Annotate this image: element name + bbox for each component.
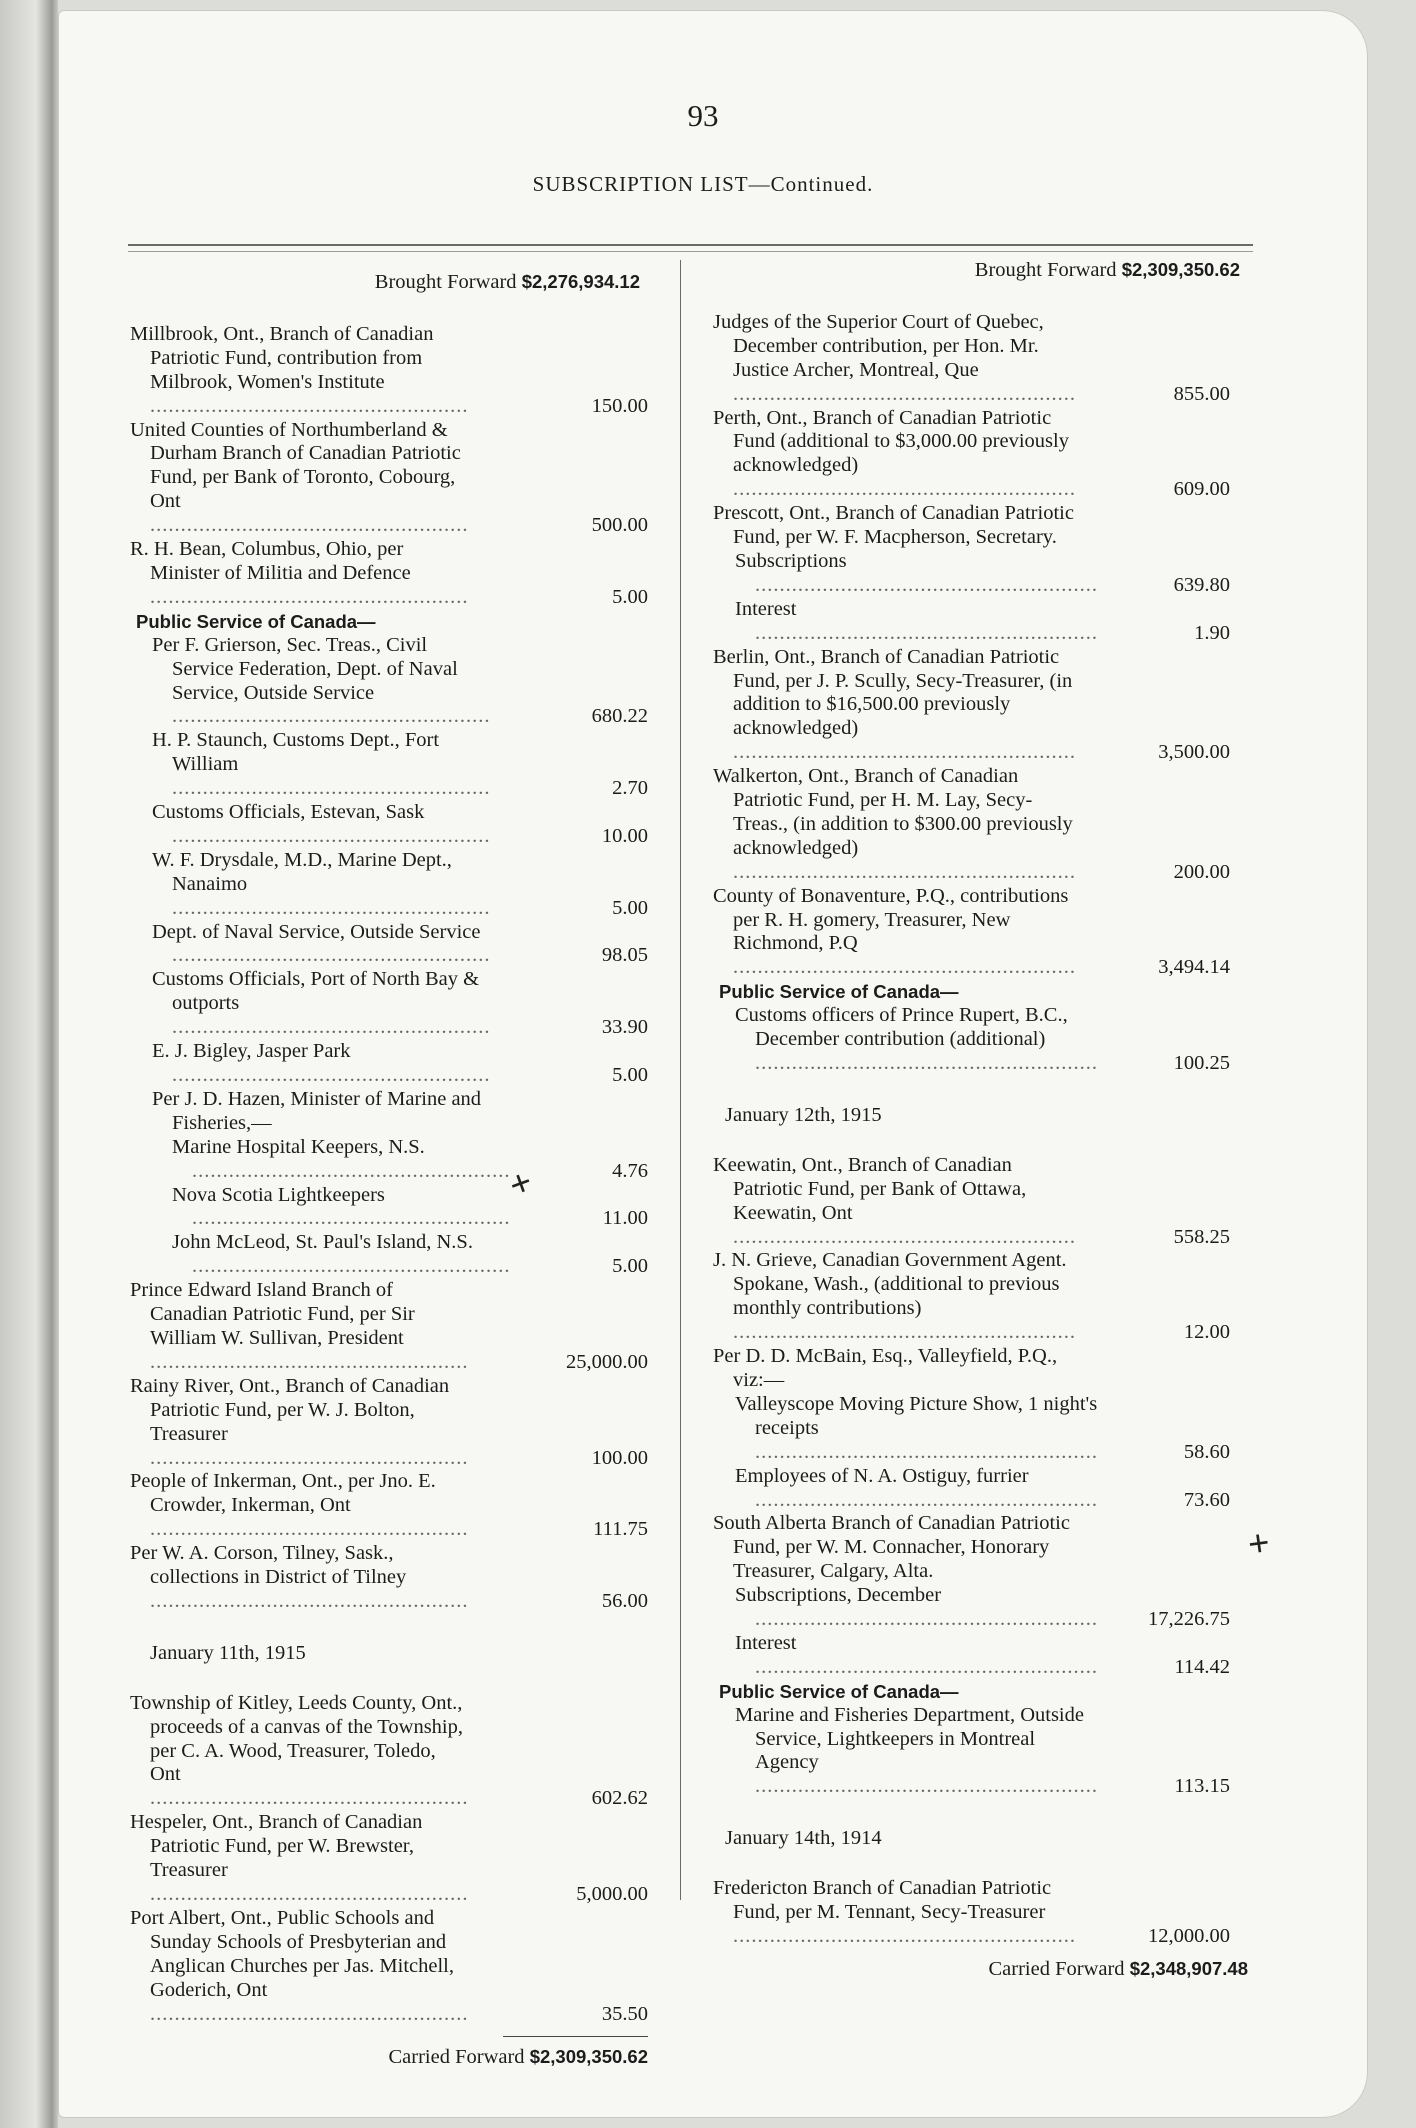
total-rule	[503, 2036, 648, 2037]
entry-text-content: Walkerton, Ont., Branch of Canadian Patriotic Fund, per H. M. Lay, Secy-Treas., (in addition to $300.00 previously acknowledged) .....	[713, 765, 1077, 883]
entry-text	[713, 1632, 1099, 1680]
right-group-items-1	[713, 1004, 1258, 1076]
entry-text-content: Per J. D. Hazen, Minister of Marine and Fisheries,—	[152, 1087, 482, 1134]
top-rule	[128, 244, 1253, 246]
entry-text-content: W. F. Drysdale, M.D., Marine Dept., Nanaimo .....	[152, 849, 490, 919]
carried-forward-label: Carried Forward	[988, 1957, 1125, 1980]
entry-text-content: Interest .....	[735, 1632, 1099, 1678]
entry-text	[130, 634, 490, 730]
list-entry	[713, 1393, 1258, 1465]
entry-text	[130, 538, 468, 610]
list-entry	[130, 1542, 658, 1614]
right-entries-e	[713, 1877, 1258, 1949]
page-number: 93	[687, 98, 719, 133]
entry-text-content: Township of Kitley, Leeds County, Ont., proceeds of a canvas of the Township, per C. A. Wood, Treasurer, Toledo, Ont .....	[130, 1692, 468, 1810]
entry-text-content: Prince Edward Island Branch of Canadian Patriotic Fund, per Sir William W. Sullivan, President .....	[130, 1279, 468, 1373]
entry-text	[713, 1584, 1099, 1632]
list-entry	[130, 419, 658, 539]
list-entry	[713, 1345, 1258, 1393]
entry-text	[713, 1877, 1077, 1949]
entry-text-content: Marine and Fisheries Department, Outside Service, Lightkeepers in Montreal Agency .....	[735, 1704, 1099, 1798]
list-entry	[713, 1512, 1258, 1584]
entry-amount: 10.00	[601, 824, 648, 847]
entry-amount: 5.00	[612, 585, 648, 608]
entry-text-content: South Alberta Branch of Canadian Patriotic Fund, per W. M. Connacher, Honorary Treasurer, Calgary, Alta.	[713, 1512, 1070, 1583]
entry-amount: 500.00	[591, 514, 648, 537]
entry-text	[713, 1249, 1077, 1345]
left-entries-c	[130, 1692, 658, 2027]
column-divider	[680, 260, 681, 1900]
entry-text	[130, 1470, 468, 1542]
list-entry	[130, 1040, 658, 1088]
entry-text	[130, 1040, 490, 1088]
right-mcbain-items	[713, 1393, 1258, 1513]
entry-amount: 3,494.14	[1158, 956, 1230, 979]
entry-text-content: R. H. Bean, Columbus, Ohio, per Minister of Militia and Defence .....	[130, 538, 468, 608]
entry-amount: 558.25	[1173, 1225, 1230, 1248]
entry-amount: 98.05	[601, 944, 648, 967]
entry-amount: 2.70	[612, 777, 648, 800]
list-entry	[130, 801, 658, 849]
entry-text-content: Per W. A. Corson, Tilney, Sask., collections in District of Tilney .....	[130, 1542, 468, 1612]
right-column	[713, 258, 1258, 1982]
list-entry	[713, 885, 1258, 981]
entry-text-content: Subscriptions .....	[735, 550, 1099, 596]
entry-amount: 680.22	[591, 705, 648, 728]
entry-text	[713, 311, 1077, 407]
list-entry	[130, 634, 658, 730]
list-entry	[713, 502, 1258, 550]
left-carried-forward	[130, 2045, 658, 2070]
list-entry	[130, 1907, 658, 2027]
entry-amount: 17,226.75	[1148, 1608, 1230, 1631]
list-entry	[130, 1136, 658, 1184]
entry-amount: 12.00	[1183, 1321, 1230, 1344]
entry-amount: 5,000.00	[576, 1883, 648, 1905]
entry-text-content: Customs Officials, Estevan, Sask .....	[152, 801, 490, 847]
entry-text-content: Dept. of Naval Service, Outside Service .....	[152, 921, 490, 967]
entry-text	[713, 598, 1099, 646]
list-entry	[130, 1088, 658, 1136]
group-heading: Public Service of Canada—	[719, 981, 959, 1003]
entry-amount: 855.00	[1173, 382, 1230, 405]
left-hazen-items	[130, 1136, 658, 1279]
entry-text	[713, 502, 1077, 550]
right-entries-c	[713, 1154, 1258, 1393]
entry-amount: 58.60	[1183, 1440, 1230, 1463]
list-entry	[713, 1249, 1258, 1345]
list-entry	[130, 538, 658, 610]
list-entry	[130, 1811, 658, 1907]
entry-text-content: Per F. Grierson, Sec. Treas., Civil Service Federation, Dept. of Naval Service, Outside Service .....	[152, 634, 490, 728]
entry-text-content: Per D. D. McBain, Esq., Valleyfield, P.Q., viz:—	[713, 1345, 1058, 1391]
list-entry	[713, 1877, 1258, 1949]
list-entry	[130, 849, 658, 921]
entry-text-content: E. J. Bigley, Jasper Park .....	[152, 1040, 490, 1086]
entry-text	[713, 1004, 1099, 1076]
date-heading: January 14th, 1914	[725, 1827, 882, 1850]
entry-text-content: Hespeler, Ont., Branch of Canadian Patriotic Fund, per W. Brewster, Treasurer .....	[130, 1811, 468, 1905]
entry-text	[130, 419, 468, 539]
entry-text	[130, 1136, 510, 1184]
entry-amount: 11.00	[602, 1207, 648, 1230]
entry-text	[130, 1692, 468, 1812]
entry-text	[713, 885, 1077, 981]
entry-text	[130, 1375, 468, 1471]
carried-forward-amount: $2,309,350.62	[529, 2046, 648, 2068]
brought-forward-amount: $2,309,350.62	[1121, 259, 1240, 280]
entry-text-content: Marine Hospital Keepers, N.S. .....	[172, 1136, 510, 1182]
list-entry	[130, 1231, 658, 1279]
entry-amount: 56.00	[601, 1589, 648, 1612]
date-heading: January 11th, 1915	[150, 1641, 306, 1664]
left-entries-a	[130, 323, 658, 610]
entry-text-content: Port Albert, Ont., Public Schools and Sunday Schools of Presbyterian and Anglican Churches per Jas. Mitchell, Goderich, Ont .....	[130, 1907, 468, 2025]
list-entry	[713, 1584, 1258, 1632]
entry-text	[713, 1704, 1099, 1800]
right-brought-forward	[713, 258, 1258, 283]
carried-forward-label: Carried Forward	[388, 2046, 525, 2069]
right-prescott-items	[713, 550, 1258, 646]
list-entry	[130, 1375, 658, 1471]
list-entry	[713, 1704, 1258, 1800]
list-entry	[713, 1465, 1258, 1513]
entry-text	[713, 1512, 1077, 1584]
entry-amount: 113.15	[1174, 1775, 1230, 1798]
entry-text	[130, 729, 490, 801]
left-column	[130, 270, 658, 2070]
entry-text	[713, 1393, 1099, 1465]
entry-text-content: Fredericton Branch of Canadian Patriotic Fund, per M. Tennant, Secy-Treasurer .....	[713, 1877, 1077, 1947]
entry-amount: 25,000.00	[566, 1350, 648, 1373]
entry-amount: 609.00	[1173, 478, 1230, 501]
entry-amount: 100.25	[1173, 1052, 1230, 1074]
list-entry	[130, 323, 658, 419]
entry-amount: 111.75	[593, 1518, 648, 1541]
list-entry	[713, 1004, 1258, 1076]
left-entries-b	[130, 1279, 658, 1614]
entry-text	[713, 550, 1099, 598]
entry-text	[713, 407, 1077, 503]
entry-amount: 150.00	[591, 394, 648, 417]
entry-amount: 5.00	[612, 896, 648, 919]
entry-amount: 114.42	[1174, 1655, 1230, 1678]
list-entry	[713, 407, 1258, 503]
entry-amount: 4.76	[612, 1159, 648, 1182]
entry-text	[713, 1154, 1077, 1250]
entry-text-content: Customs officers of Prince Rupert, B.C., December contribution (additional) .....	[735, 1004, 1099, 1074]
entry-text	[130, 1088, 490, 1136]
entry-amount: 73.60	[1183, 1488, 1230, 1511]
entry-text-content: J. N. Grieve, Canadian Government Agent. Spokane, Wash., (additional to previous monthly contributions) .....	[713, 1249, 1077, 1343]
right-entries-a	[713, 311, 1258, 550]
list-entry	[130, 729, 658, 801]
entry-text-content: Perth, Ont., Branch of Canadian Patriotic Fund (additional to $3,000.00 previously acknowledged) .....	[713, 407, 1077, 501]
entry-text-content: Employees of N. A. Ostiguy, furrier .....	[735, 1465, 1099, 1511]
entry-text-content: Nova Scotia Lightkeepers .....	[172, 1184, 510, 1230]
list-entry	[713, 598, 1258, 646]
entry-amount: 200.00	[1173, 860, 1230, 883]
entry-text-content: Interest .....	[735, 598, 1099, 644]
entry-text	[130, 1231, 510, 1279]
entry-amount: 100.00	[591, 1446, 648, 1469]
list-entry	[130, 968, 658, 1040]
entry-text-content: Subscriptions, December .....	[735, 1584, 1099, 1630]
brought-forward-label: Brought Forward	[974, 259, 1117, 281]
left-brought-forward	[130, 270, 658, 295]
right-entries-b	[713, 646, 1258, 981]
right-group-items-2	[713, 1704, 1258, 1800]
left-group-items	[130, 634, 658, 1136]
brought-forward-label: Brought Forward	[374, 271, 517, 293]
entry-text	[130, 1907, 468, 2027]
entry-text-content: United Counties of Northumberland & Durham Branch of Canadian Patriotic Fund, per Bank of Toronto, Cobourg, Ont .....	[130, 419, 468, 537]
entry-amount: 12,000.00	[1148, 1925, 1230, 1947]
entry-amount: 35.50	[601, 2002, 648, 2025]
list-entry	[713, 311, 1258, 407]
list-entry	[713, 550, 1258, 598]
brought-forward-amount: $2,276,934.12	[521, 271, 640, 292]
entry-amount: 639.80	[1173, 573, 1230, 596]
group-heading: Public Service of Canada—	[136, 610, 376, 632]
entry-text-content: Millbrook, Ont., Branch of Canadian Patriotic Fund, contribution from Milbrook, Women's Institute .....	[130, 323, 468, 417]
page-sheet	[58, 10, 1368, 2118]
list-entry	[130, 1692, 658, 1812]
entry-text	[130, 323, 468, 419]
list-entry	[713, 1154, 1258, 1250]
list-entry	[713, 1632, 1258, 1680]
entry-text	[713, 765, 1077, 885]
entry-text	[713, 1345, 1077, 1393]
right-entries-d	[713, 1512, 1258, 1584]
handwritten-check-mark: +	[503, 1160, 539, 1208]
list-entry	[130, 1470, 658, 1542]
entry-text-content: Customs Officials, Port of North Bay & outports .....	[152, 968, 490, 1038]
list-entry	[130, 921, 658, 969]
entry-text-content: Valleyscope Moving Picture Show, 1 night's receipts .....	[735, 1393, 1099, 1463]
entry-text-content: H. P. Staunch, Customs Dept., Fort William .....	[152, 729, 490, 799]
entry-text-content: County of Bonaventure, P.Q., contributions per R. H. gomery, Treasurer, New Richmond, P.Q .....	[713, 885, 1077, 979]
entry-amount: 3,500.00	[1158, 741, 1230, 764]
entry-text-content: Berlin, Ont., Branch of Canadian Patriotic Fund, per J. P. Scully, Secy-Treasurer, (in addition to $16,500.00 previously acknowledged) .....	[713, 646, 1077, 764]
entry-text-content: Prescott, Ont., Branch of Canadian Patriotic Fund, per W. F. Macpherson, Secretary.	[713, 502, 1074, 549]
entry-text-content: Keewatin, Ont., Branch of Canadian Patriotic Fund, per Bank of Ottawa, Keewatin, Ont .....	[713, 1154, 1077, 1248]
handwritten-check-mark: +	[1245, 1521, 1273, 1567]
entry-text	[130, 1184, 510, 1232]
book-binding	[0, 0, 58, 2128]
entry-text	[130, 1811, 468, 1907]
entry-text-content: John McLeod, St. Paul's Island, N.S. .....	[172, 1231, 510, 1277]
entry-text	[713, 1465, 1099, 1513]
date-heading: January 12th, 1915	[725, 1103, 882, 1126]
entry-text	[713, 646, 1077, 766]
right-alberta-items	[713, 1584, 1258, 1680]
entry-amount: 602.62	[591, 1787, 648, 1810]
list-entry	[713, 646, 1258, 766]
entry-amount: 1.90	[1194, 621, 1230, 644]
right-carried-forward	[713, 1957, 1258, 1982]
entry-text	[130, 801, 490, 849]
list-entry	[130, 1279, 658, 1375]
entry-text	[130, 921, 490, 969]
list-entry	[713, 765, 1258, 885]
list-entry	[130, 1184, 658, 1232]
carried-forward-amount: $2,348,907.48	[1129, 1957, 1248, 1979]
entry-text	[130, 968, 490, 1040]
entry-amount: 33.90	[601, 1016, 648, 1039]
group-heading: Public Service of Canada—	[719, 1680, 959, 1702]
entry-text	[130, 1542, 468, 1614]
entry-text	[130, 1279, 468, 1375]
entry-text-content: People of Inkerman, Ont., per Jno. E. Crowder, Inkerman, Ont .....	[130, 1470, 468, 1540]
page-heading: SUBSCRIPTION LIST—Continued.	[532, 172, 874, 196]
entry-text-content: Judges of the Superior Court of Quebec, December contribution, per Hon. Mr. Justice Archer, Montreal, Que .....	[713, 311, 1077, 405]
entry-amount: 5.00	[612, 1064, 648, 1086]
top-rule-thin	[128, 251, 1253, 252]
entry-amount: 5.00	[612, 1255, 648, 1278]
entry-text	[130, 849, 490, 921]
entry-text-content: Rainy River, Ont., Branch of Canadian Patriotic Fund, per W. J. Bolton, Treasurer .....	[130, 1375, 468, 1469]
